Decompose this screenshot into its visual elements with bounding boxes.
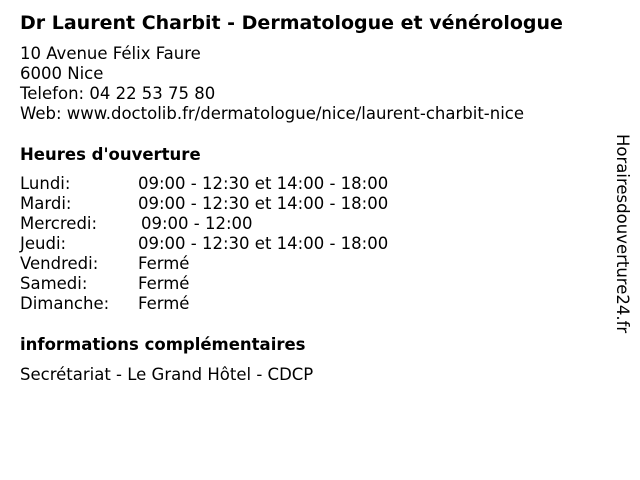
city: 6000 Nice — [20, 64, 104, 83]
day-label: Jeudi: — [20, 234, 67, 253]
street-address: 10 Avenue Félix Faure — [20, 44, 201, 63]
time-value: Fermé — [138, 294, 190, 313]
opening-hours-heading: Heures d'ouverture — [20, 145, 201, 164]
day-label: Vendredi: — [20, 254, 99, 273]
day-label: Lundi: — [20, 174, 71, 193]
website: Web: www.doctolib.fr/dermatologue/nice/laurent-charbit-nice — [20, 104, 525, 123]
time-value: 09:00 - 12:30 et 14:00 - 18:00 — [138, 234, 389, 253]
day-label: Dimanche: — [20, 294, 110, 313]
time-value: Fermé — [138, 254, 190, 273]
phone-number: Telefon: 04 22 53 75 80 — [20, 84, 216, 103]
time-value: 09:00 - 12:30 et 14:00 - 18:00 — [138, 174, 389, 193]
additional-info-heading: informations complémentaires — [20, 335, 306, 354]
time-value: 09:00 - 12:30 et 14:00 - 18:00 — [138, 194, 389, 213]
day-label: Mardi: — [20, 194, 72, 213]
additional-info-text: Secrétariat - Le Grand Hôtel - CDCP — [20, 365, 314, 384]
day-label: Samedi: — [20, 274, 88, 293]
page-title: Dr Laurent Charbit - Dermatologue et vénérologue — [20, 12, 563, 34]
day-label: Mercredi: — [20, 214, 98, 233]
time-value: Fermé — [138, 274, 190, 293]
time-value: 09:00 - 12:00 — [141, 214, 253, 233]
site-watermark: Horairesdouverture24.fr — [613, 134, 632, 334]
address-block — [20, 44, 524, 124]
